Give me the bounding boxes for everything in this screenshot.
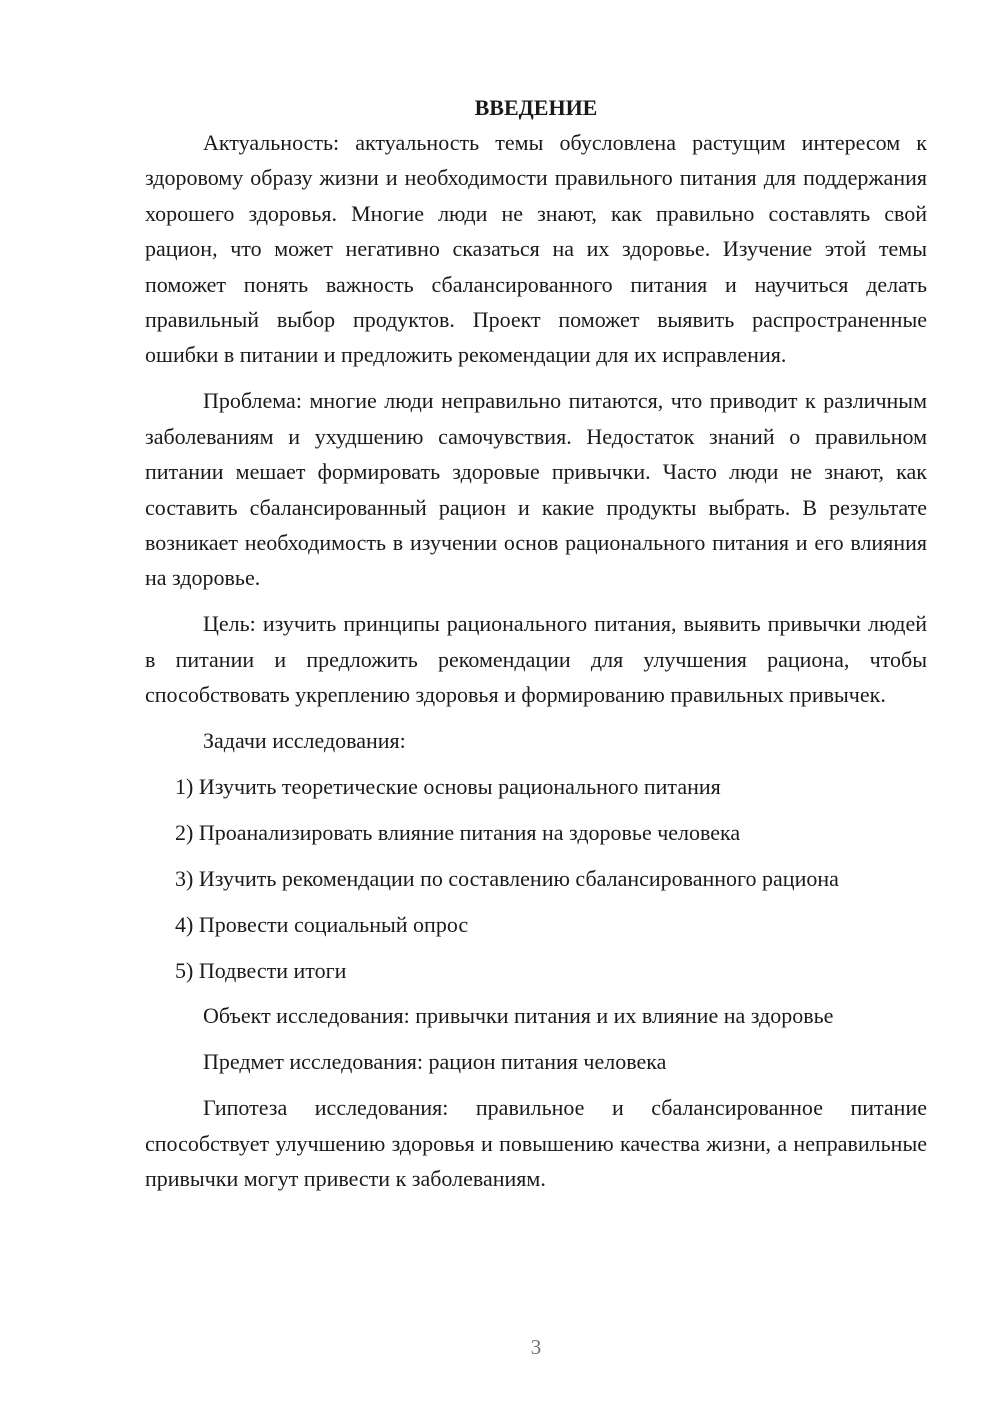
task-item: 2) Проанализировать влияние питания на здоровье человека bbox=[175, 819, 741, 845]
problem-paragraph: Проблема: многие люди неправильно питаются, что приводит к различным заболеваниям и ухудшению самочувствия. Недостаток знаний о правильном питании мешает формировать здоровые привычки. Часто люди не знают, как составить сбалансированный рацион и какие продукты выбрать. В результате возникает необходимость в изучении основ рационального питания и его влияния на здоровье. bbox=[145, 388, 927, 591]
hypothesis-paragraph: Гипотеза исследования: правильное и сбалансированное питание способствует улучшению здоровья и повышению качества жизни, а неправильные привычки могут привести к заболеваниям. bbox=[145, 1095, 927, 1192]
task-item: 1) Изучить теоретические основы рационального питания bbox=[175, 773, 721, 799]
task-item: 5) Подвести итоги bbox=[175, 957, 347, 983]
task-item: 4) Провести социальный опрос bbox=[175, 911, 469, 937]
object-paragraph: Объект исследования: привычки питания и их влияние на здоровье bbox=[203, 1003, 834, 1029]
task-item: 3) Изучить рекомендации по составлению сбалансированного рациона bbox=[175, 865, 839, 891]
page-content bbox=[145, 90, 927, 1207]
subject-paragraph: Предмет исследования: рацион питания человека bbox=[203, 1049, 667, 1075]
page-number: 3 bbox=[530, 1335, 542, 1359]
tasks-heading: Задачи исследования: bbox=[203, 728, 406, 753]
page-title: ВВЕДЕНИЕ bbox=[474, 95, 598, 120]
goal-paragraph: Цель: изучить принципы рационального питания, выявить привычки людей в питании и предложить рекомендации для улучшения рациона, чтобы способствовать укреплению здоровья и формированию правильных привычек. bbox=[145, 611, 927, 708]
relevance-paragraph: Актуальность: актуальность темы обусловлена растущим интересом к здоровому образу жизни и необходимости правильного питания для поддержания хорошего здоровья. Многие люди не знают, как правильно составлять свой рацион, что может негативно сказаться на их здоровье. Изучение этой темы поможет понять важность сбалансированного питания и научиться делать правильный выбор продуктов. Проект поможет выявить распространенные ошибки в питании и предложить рекомендации для их исправления. bbox=[145, 130, 927, 368]
